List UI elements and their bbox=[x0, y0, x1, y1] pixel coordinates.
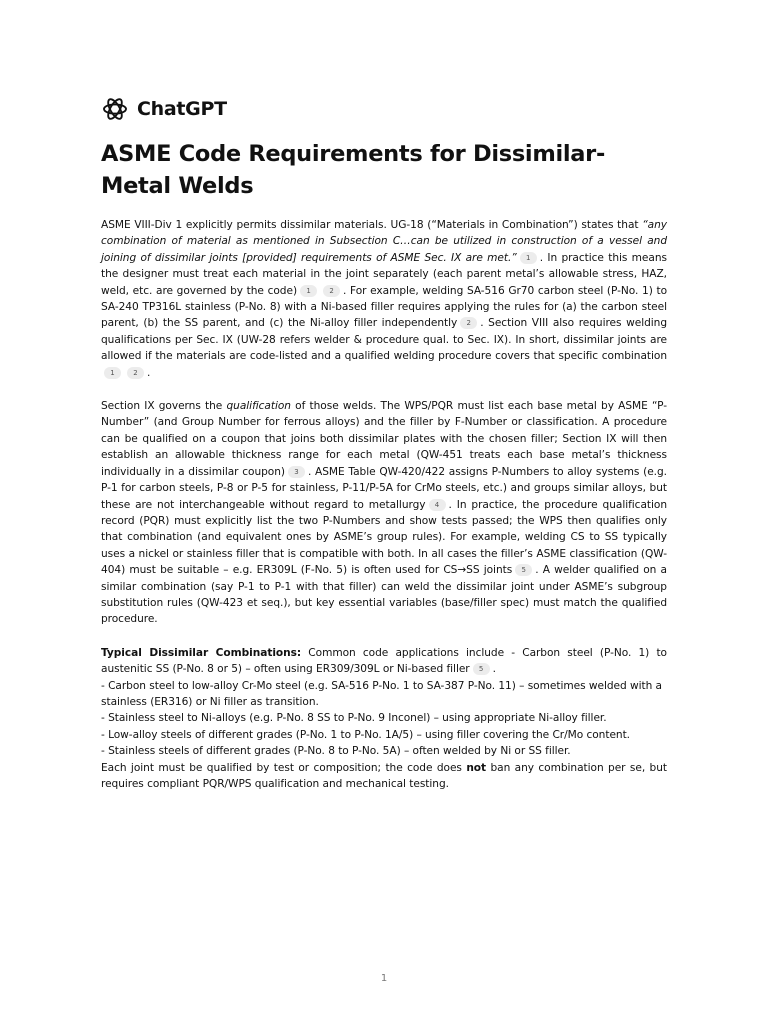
document-title: ASME Code Requirements for Dissimilar-Metal Welds bbox=[101, 141, 606, 199]
citation-badge[interactable]: 4 bbox=[429, 499, 446, 511]
openai-knot-icon bbox=[101, 95, 129, 123]
citation-badge[interactable]: 1 bbox=[104, 367, 121, 379]
citation-badge[interactable]: 5 bbox=[473, 663, 490, 675]
paragraph-section-ix bbox=[101, 398, 667, 628]
combinations-list bbox=[101, 678, 667, 793]
text: . A welder qualified on a similar combination (say P-1 to P-1 with that filler) can weld the dissimilar joint under ASME’s subgroup substitution rules (QW-423 et seq.), but key essential variables (base/filler spec) must match the qualified procedure. bbox=[101, 564, 667, 626]
text: Common code applications include - Carbon steel (P-No. 1) to austenitic SS (P-No. 8 or 5) – often using ER309/309L or Ni-based filler bbox=[101, 646, 667, 676]
text: ban any combination per se, but requires compliant PQR/WPS qualification and mechanical testing. bbox=[101, 761, 667, 790]
list-item: - Low-alloy steels of different grades (P-No. 1 to P-No. 1A/5) – using filler covering the Cr/Mo content. bbox=[101, 728, 631, 741]
brand-name: ChatGPT bbox=[137, 98, 227, 120]
citation-badge[interactable]: 2 bbox=[127, 367, 144, 379]
citation-badge[interactable]: 2 bbox=[323, 285, 340, 297]
text: ASME VIII-Div 1 explicitly permits dissimilar materials. UG-18 (“Materials in Combination”) states that bbox=[101, 219, 643, 231]
text: . bbox=[147, 366, 151, 379]
citation-badge[interactable]: 2 bbox=[460, 317, 477, 329]
paragraph-asme-viii bbox=[101, 217, 667, 381]
text: . In practice, the procedure qualification record (PQR) must explicitly list the two P-Numbers and show tests passed; the WPS then qualifies only that combination (and equivalent ones by ASME’s group rules). For example, welding CS to SS typically uses a nickel or stainless filler that is compatible with both. In all cases the filler’s ASME classification (QW-404) must be suitable – e.g. ER309L (F-No. 5) is often used for CS→SS joints bbox=[101, 498, 667, 577]
document-body bbox=[101, 217, 667, 792]
text: . ASME Table QW-420/422 assigns P-Numbers to alloy systems (e.g. P-1 for carbon steels, P-8 or P-5 for stainless, P-11/P-5A for CrMo steels, etc.) and groups similar alloys, but these are not interchangeable without regard to metallurgy bbox=[101, 465, 667, 511]
text: . Section VIII also requires welding qualifications per Sec. IX (UW-28 refers welder & procedure qual. to Sec. IX). In short, dissimilar joints are allowed if the materials are code-listed and a qualified welding procedure covers that specific combination bbox=[101, 317, 667, 363]
text: . For example, welding SA-516 Gr70 carbon steel (P-No. 1) to SA-240 TP316L stainless (P-No. 8) with a Ni-based filler requires applying the rules for (a) the carbon steel parent, (b) the SS parent, and (c) the Ni-alloy filler independently bbox=[101, 284, 668, 330]
citation-badge[interactable]: 1 bbox=[520, 252, 537, 264]
list-item: - Carbon steel to low-alloy Cr-Mo steel (e.g. SA-516 P-No. 1 to SA-387 P-No. 11) – sometimes welded with a stainless (ER316) or Ni filler as transition. bbox=[101, 679, 663, 708]
emphasis: qualification bbox=[226, 400, 291, 413]
ug18-quote: “any combination of material as mentioned in Subsection C…can be utilized in construction of a vessel and joining of dissimilar joints [provided] requirements of ASME Sec. IX are met.” bbox=[101, 219, 667, 264]
citation-badge[interactable]: 5 bbox=[515, 564, 532, 576]
emphasis-not: not bbox=[466, 761, 487, 774]
text: . bbox=[492, 663, 496, 676]
citation-badge[interactable]: 3 bbox=[288, 466, 305, 478]
citation-badge[interactable]: 1 bbox=[300, 285, 317, 297]
list-item: - Stainless steels of different grades (P-No. 8 to P-No. 5A) – often welded by Ni or SS filler. bbox=[101, 745, 571, 758]
text: of those welds. The WPS/PQR must list each base metal by ASME “P-Number” (and Group Number for ferrous alloys) and the filler by F-Number or classification. A procedure can be qualified on a coupon that joins both dissimilar plates with the chosen filler; Section IX will then establish an allowable thickness range for each metal (QW-451 treats each base metal’s thickness individually in a dissimilar coupon) bbox=[101, 400, 667, 478]
brand-header bbox=[101, 95, 227, 123]
paragraph-typical-combinations bbox=[101, 645, 667, 678]
closing-statement bbox=[101, 760, 667, 793]
text: Each joint must be qualified by test or composition; the code does bbox=[101, 761, 467, 774]
text: Section IX governs the bbox=[101, 400, 227, 413]
page-number: 1 bbox=[380, 973, 388, 984]
list-item: - Stainless steel to Ni-alloys (e.g. P-No. 8 SS to P-No. 9 Inconel) – using appropriate Ni-alloy filler. bbox=[101, 712, 607, 725]
combinations-heading: Typical Dissimilar Combinations: bbox=[101, 646, 302, 659]
text: . In practice this means the designer must treat each material in the joint separately (each parent metal’s allowable stress, HAZ, weld, etc. are governed by the code) bbox=[101, 251, 667, 297]
